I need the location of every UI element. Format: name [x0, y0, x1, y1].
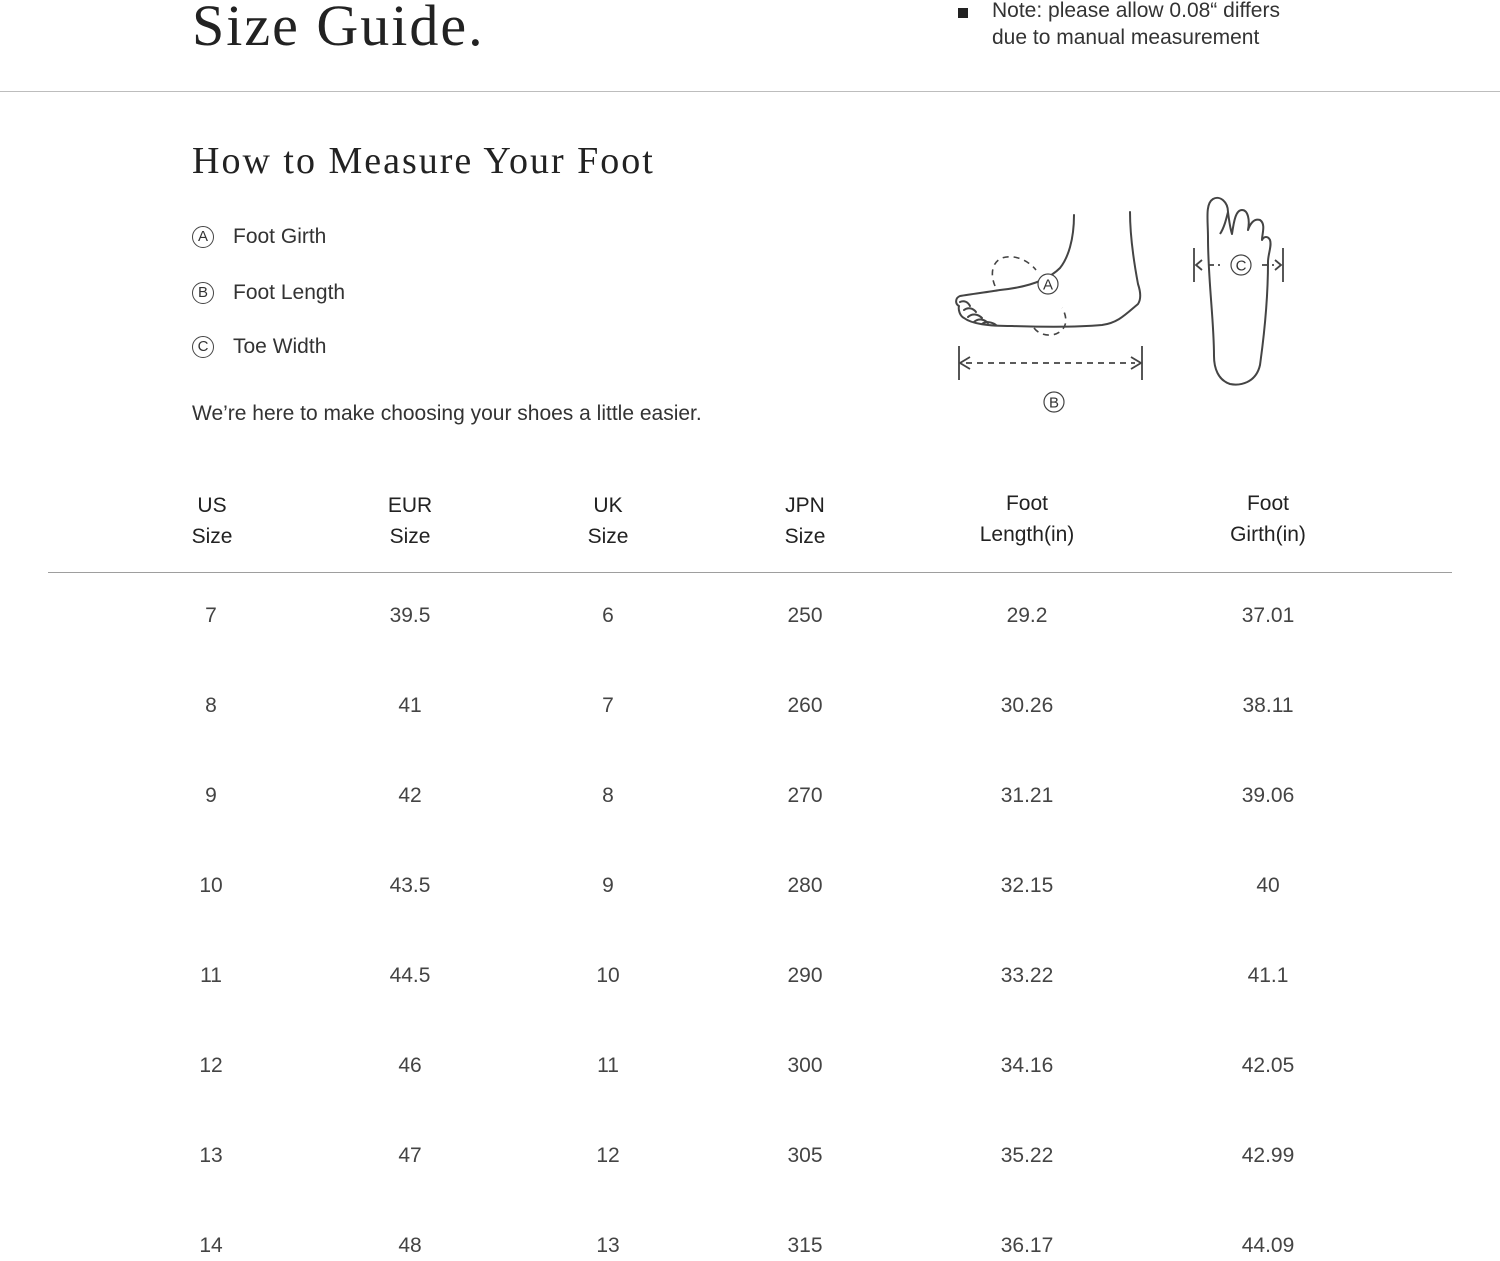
eur-size-cell: 41 [398, 694, 422, 717]
diagram-label-b: B [1048, 394, 1060, 412]
header-line: Size [587, 525, 629, 548]
header-line: Foot [1005, 492, 1049, 515]
header-line: JPN [785, 494, 825, 517]
jpn-size-cell: 290 [787, 964, 823, 987]
header-line: Size [389, 525, 431, 548]
legend-label: Foot Girth [233, 225, 327, 248]
foot-girth-cell: 37.01 [1241, 604, 1295, 627]
tagline: We’re here to make choosing your shoes a little easier. [192, 402, 702, 425]
jpn-size-cell: 270 [787, 784, 823, 807]
table-row [0, 601, 1500, 631]
us-size-cell: 8 [205, 694, 217, 717]
jpn-size-cell: 300 [787, 1054, 823, 1077]
legend-item-foot-length [192, 278, 345, 308]
us-size-cell: 13 [199, 1144, 223, 1167]
header-line: EUR [387, 494, 433, 517]
legend-label: Toe Width [233, 335, 327, 358]
col-header-us [112, 490, 312, 552]
col-header-uk [508, 490, 708, 552]
table-header-divider [48, 572, 1452, 573]
uk-size-cell: 13 [596, 1234, 620, 1257]
col-header-eur [310, 490, 510, 552]
badge-a-icon: A [192, 226, 214, 248]
foot-girth-cell: 41.1 [1247, 964, 1289, 987]
foot-length-cell: 32.15 [1000, 874, 1054, 897]
jpn-size-cell: 315 [787, 1234, 823, 1257]
eur-size-cell: 42 [398, 784, 422, 807]
foot-length-cell: 33.22 [1000, 964, 1054, 987]
header-line: Length(in) [979, 523, 1075, 546]
col-header-jpn [705, 490, 905, 552]
foot-girth-cell: 44.09 [1241, 1234, 1295, 1257]
jpn-size-cell: 280 [787, 874, 823, 897]
foot-length-cell: 29.2 [1006, 604, 1048, 627]
foot-girth-cell: 39.06 [1241, 784, 1295, 807]
uk-size-cell: 12 [596, 1144, 620, 1167]
table-row [0, 871, 1500, 901]
table-row [0, 1231, 1500, 1261]
girth-dashed-loop-icon [992, 257, 1065, 335]
us-size-cell: 7 [205, 604, 217, 627]
table-row [0, 1141, 1500, 1171]
eur-size-cell: 48 [398, 1234, 422, 1257]
us-size-cell: 12 [199, 1054, 223, 1077]
eur-size-cell: 46 [398, 1054, 422, 1077]
note-line-2: due to manual measurement [992, 26, 1260, 49]
header-line: Size [191, 525, 233, 548]
foot-length-cell: 36.17 [1000, 1234, 1054, 1257]
badge-c-icon: C [192, 336, 214, 358]
jpn-size-cell: 250 [787, 604, 823, 627]
us-size-cell: 14 [199, 1234, 223, 1257]
us-size-cell: 11 [200, 964, 222, 987]
foot-measurement-diagram [950, 190, 1295, 425]
foot-length-cell: 34.16 [1000, 1054, 1054, 1077]
table-row [0, 781, 1500, 811]
foot-length-cell: 35.22 [1000, 1144, 1054, 1167]
badge-b-icon: B [192, 282, 214, 304]
header-line: UK [593, 494, 623, 517]
header-divider [0, 91, 1500, 92]
uk-size-cell: 10 [596, 964, 620, 987]
page-title: Size Guide. [192, 0, 485, 58]
jpn-size-cell: 305 [787, 1144, 823, 1167]
uk-size-cell: 8 [602, 784, 614, 807]
legend-item-toe-width [192, 332, 326, 362]
us-size-cell: 10 [199, 874, 223, 897]
length-dimension-icon [959, 346, 1142, 380]
foot-girth-cell: 42.99 [1241, 1144, 1295, 1167]
diagram-label-a: A [1042, 276, 1054, 294]
uk-size-cell: 9 [602, 874, 614, 897]
table-row [0, 961, 1500, 991]
eur-size-cell: 43.5 [389, 874, 431, 897]
foot-girth-cell: 40 [1256, 874, 1280, 897]
us-size-cell: 9 [205, 784, 217, 807]
foot-length-cell: 31.21 [1000, 784, 1054, 807]
col-header-foot-length [927, 488, 1127, 550]
foot-girth-cell: 42.05 [1241, 1054, 1295, 1077]
table-row [0, 1051, 1500, 1081]
side-foot-icon [956, 212, 1140, 327]
diagram-label-c: C [1235, 257, 1247, 275]
foot-length-cell: 30.26 [1000, 694, 1054, 717]
measure-heading: How to Measure Your Foot [192, 140, 655, 182]
square-bullet-icon [958, 8, 968, 18]
header-line: Foot [1246, 492, 1290, 515]
eur-size-cell: 39.5 [389, 604, 431, 627]
sole-footprint-icon [1207, 198, 1270, 385]
uk-size-cell: 11 [597, 1054, 619, 1077]
header-line: US [197, 494, 227, 517]
col-header-foot-girth [1168, 488, 1368, 550]
jpn-size-cell: 260 [787, 694, 823, 717]
uk-size-cell: 6 [602, 604, 614, 627]
legend-item-foot-girth [192, 222, 326, 252]
header-line: Girth(in) [1230, 523, 1306, 546]
uk-size-cell: 7 [602, 694, 614, 717]
legend-label: Foot Length [233, 281, 346, 304]
note-text [992, 0, 1280, 51]
header-line: Size [784, 525, 826, 548]
note-line-1: Note: please allow 0.08“ differs [992, 0, 1280, 22]
eur-size-cell: 47 [398, 1144, 422, 1167]
table-row [0, 691, 1500, 721]
foot-girth-cell: 38.11 [1242, 694, 1294, 717]
eur-size-cell: 44.5 [389, 964, 431, 987]
